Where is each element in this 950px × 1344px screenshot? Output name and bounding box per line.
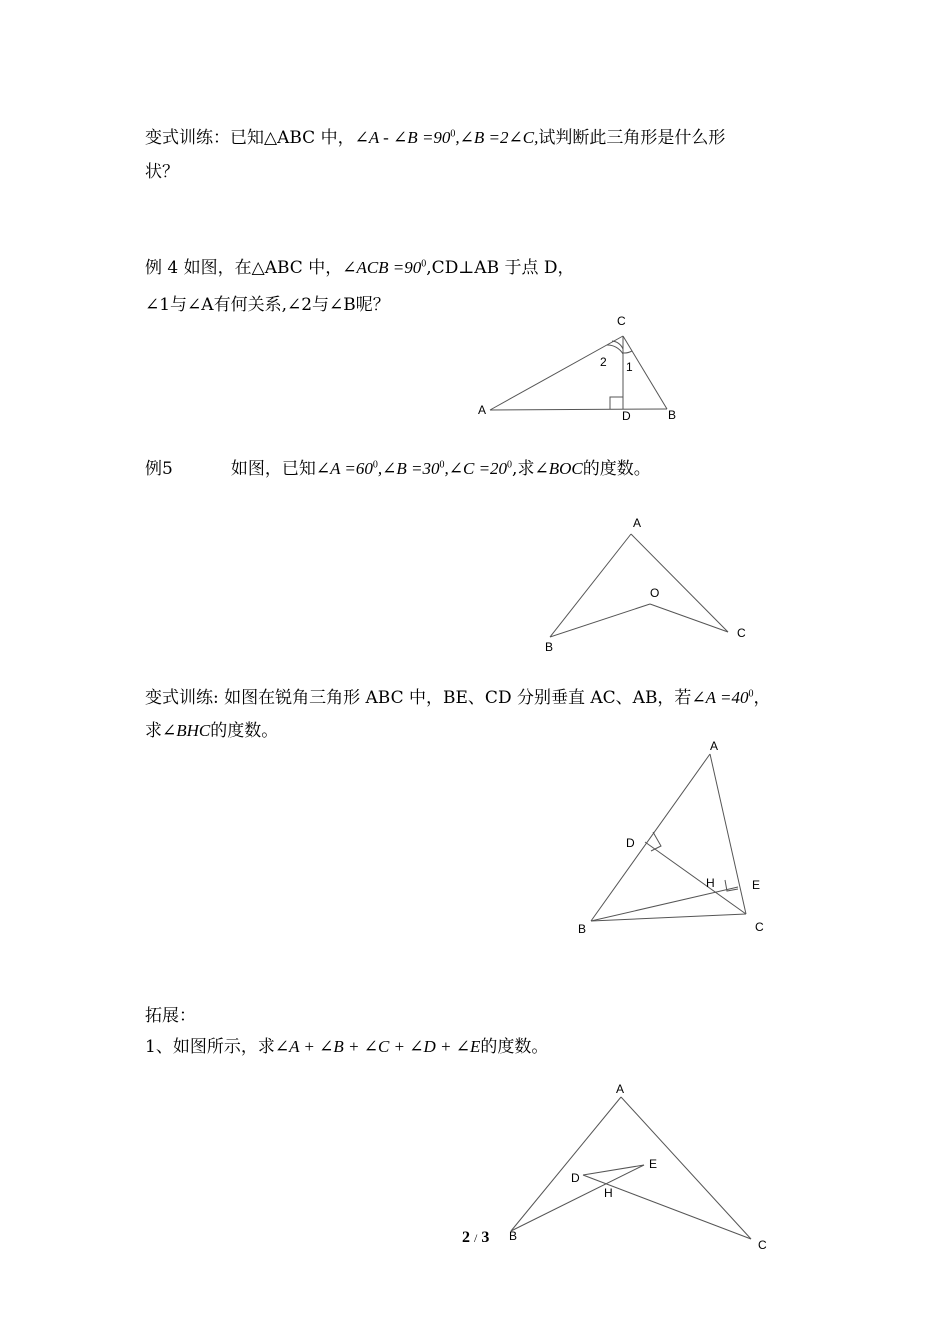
fig4-label-a: A [478, 403, 487, 417]
fig4-label-b: B [668, 408, 677, 422]
fig7-label-d: D [571, 1171, 580, 1185]
extension-title: 拓展： [145, 1006, 196, 1026]
fig4-label-c: C [617, 314, 626, 328]
fig4-label-d: D [622, 409, 631, 423]
fig7-label-c: C [758, 1238, 767, 1252]
fig6-label-e: E [752, 878, 761, 892]
fig5-label-c: C [737, 626, 746, 640]
fig7-label-a: A [616, 1082, 625, 1096]
example4-prefix: 例 4 如图，在△ABC 中， [145, 258, 343, 278]
example5-label: 例5 [145, 459, 173, 479]
variant1-math: ∠A - ∠B $=90^0,\angle B$ =2∠C, [354, 128, 539, 147]
example5-line: 例5 如图，已知∠A $=60^0,\angle B$ $=30^0,\angle C =20^0$,求∠BOC的度数。 [145, 459, 651, 479]
fig4-label-2: 2 [600, 355, 607, 369]
variant2-line2: 求∠BHC的度数。 [145, 721, 279, 741]
variant1-line2: 状？ [145, 162, 179, 182]
fig5-label-a: A [633, 516, 642, 530]
fig7-side-ac [621, 1097, 751, 1239]
fig6-label-h: H [706, 876, 715, 890]
variant2-line1: 变式训练: 如图在锐角三角形 ABC 中，BE、CD 分别垂直 AC、AB，若∠A $=40^0$， [145, 688, 771, 708]
fig7-side-dc [583, 1175, 751, 1239]
extension-item1: 1、如图所示，求∠A + ∠B + ∠C + ∠D + ∠E的度数。 [145, 1037, 549, 1057]
fig4-label-1: 1 [626, 360, 633, 374]
fig6-label-a: A [710, 739, 719, 753]
example4-suffix: ,CD⊥AB 于点 D， [426, 258, 575, 278]
fig7-label-h: H [604, 1186, 613, 1200]
variant1-prefix: 变式训练：已知△ABC 中， [145, 128, 355, 148]
fig5-label-b: B [545, 640, 554, 654]
page-number: 2 / 3 [462, 1229, 490, 1246]
fig5-label-o: O [650, 586, 660, 600]
fig6-label-b: B [578, 922, 587, 936]
example4-line1: 例 4 如图，在△ABC 中，∠ACB $=90^0,CD\perp AB$ 于点 D， [145, 258, 575, 278]
example4-line2: ∠1与∠A有何关系,∠2与∠B呢？ [145, 295, 390, 315]
example4-math: ∠ACB =90 [342, 258, 422, 277]
fig7-label-e: E [649, 1157, 658, 1171]
fig7-side-ab [511, 1097, 621, 1231]
fig6-label-c: C [755, 920, 764, 934]
fig7-label-b: B [509, 1229, 518, 1243]
variant1-suffix: 试判断此三角形是什么形 [538, 128, 726, 148]
fig6-label-d: D [626, 836, 635, 850]
